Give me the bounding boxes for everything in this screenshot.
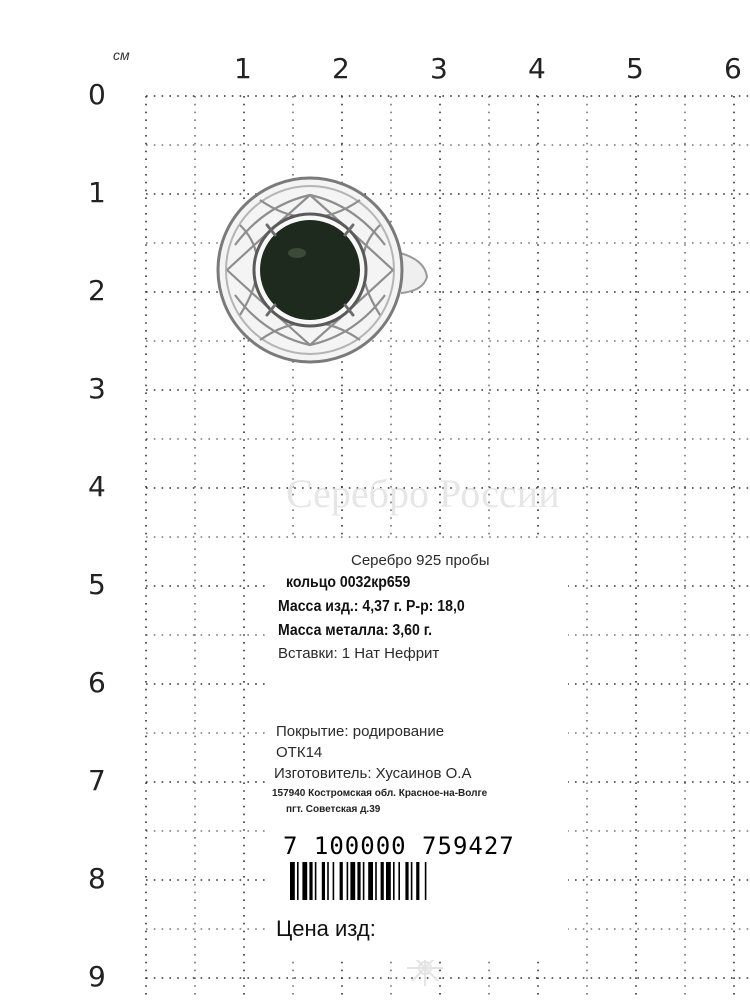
item-mass-line: Масса изд.: 4,37 г. Р-р: 18,0 [278, 598, 465, 615]
top-ruler-mark: 5 [626, 52, 644, 85]
left-ruler-mark: 1 [88, 176, 106, 209]
article-line: кольцо 0032кр659 [286, 574, 411, 591]
left-ruler-mark: 2 [88, 274, 106, 307]
barcode-bar [327, 862, 329, 900]
barcode-number: 7 100000 759427 [283, 832, 515, 860]
otk-line: ОТК14 [276, 744, 323, 761]
inserts-line: Вставки: 1 Нат Нефрит [278, 645, 440, 662]
barcode-bar [347, 862, 349, 900]
ruler-unit-label: см [113, 47, 130, 63]
left-ruler-mark: 0 [88, 78, 106, 111]
barcode-bar [297, 862, 299, 900]
ring-with-green-nephrite-icon [205, 165, 435, 385]
barcode-bar [340, 862, 343, 900]
barcode-bar [398, 862, 400, 900]
barcode-bar [375, 862, 377, 900]
maker-line: Изготовитель: Хусаинов О.А [274, 765, 472, 782]
address-line-2: пгт. Советская д.39 [286, 804, 381, 815]
coating-line: Покрытие: родирование [276, 723, 445, 740]
left-ruler-mark: 7 [88, 764, 106, 797]
barcode-bar [333, 862, 335, 900]
barcode-bar [357, 862, 360, 900]
barcode-bar [315, 862, 317, 900]
top-ruler-mark: 6 [724, 52, 742, 85]
barcode-bar [405, 862, 408, 900]
barcode-bar [290, 862, 295, 900]
barcode-bar [381, 862, 384, 900]
top-ruler-mark: 4 [528, 52, 546, 85]
silver-hallmark-line: Серебро 925 пробы [351, 552, 490, 569]
top-ruler-mark: 1 [234, 52, 252, 85]
barcode-bar [350, 862, 355, 900]
top-ruler-mark: 3 [430, 52, 448, 85]
barcode-bar [393, 862, 395, 900]
barcode-bar [363, 862, 365, 900]
price-label-card [268, 540, 568, 960]
left-ruler-mark: 9 [88, 960, 106, 993]
barcode-bar [386, 862, 391, 900]
top-ruler-mark: 2 [332, 52, 350, 85]
left-ruler-mark: 3 [88, 372, 106, 405]
price-line: Цена изд: [276, 916, 376, 941]
barcode-bar [411, 862, 413, 900]
watermark-text: Серебро России [286, 471, 560, 516]
left-ruler-mark: 5 [88, 568, 106, 601]
barcode-bar [302, 862, 307, 900]
barcode-bar [309, 862, 312, 900]
left-ruler-mark: 6 [88, 666, 106, 699]
metal-mass-line: Масса металла: 3,60 г. [278, 622, 433, 639]
left-ruler-mark: 8 [88, 862, 106, 895]
barcode-bar [322, 862, 325, 900]
barcode-bar [368, 862, 373, 900]
barcode-bar [416, 862, 419, 900]
address-line-1: 157940 Костромская обл. Красное-на-Волге [272, 788, 488, 799]
left-ruler-mark: 4 [88, 470, 106, 503]
barcode-icon [290, 862, 530, 900]
barcode-bar [425, 862, 427, 900]
